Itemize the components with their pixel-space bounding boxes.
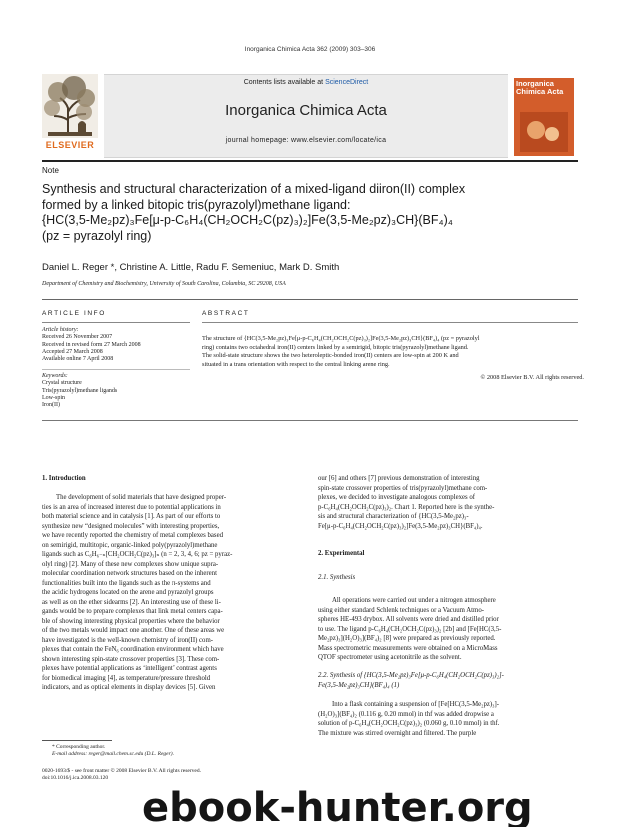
keyword-item: Low-spin — [42, 394, 65, 401]
cover-art-icon — [520, 112, 568, 152]
citation-line: Inorganica Chimica Acta 362 (2009) 303–306 — [244, 46, 376, 53]
sub-synthesis-text — [318, 700, 580, 738]
intro-line: plexes that contain the FeN₆ coordination environment which have — [42, 646, 224, 653]
sub-heading-line: 2.2. Synthesis of {HC(3,5-Me₂pz)₃Fe[μ-p-C₆H₄(CH₂OCH₂C(pz)₃)₂]- — [318, 672, 504, 679]
affil-rule — [42, 299, 578, 300]
intro-line: functionalities built into the ligands such as the π-systems and — [42, 579, 211, 587]
sub-line: The mixture was stirred overnight and filtered. The purple — [318, 729, 477, 737]
footnote — [52, 744, 312, 758]
intro-line: for biomedical imaging [4], as temperature/pressure threshold — [42, 674, 211, 682]
journal-banner — [104, 74, 508, 158]
sub-line: solution of p-C₆H₄(CH₂OCH₂C(pz)₃)₂ (0.060 g, 0.10 mmol) in thf. — [318, 720, 500, 727]
experimental-heading: 2. Experimental — [318, 550, 365, 557]
keywords-rule — [42, 369, 190, 370]
intro-continued — [318, 474, 580, 531]
cover-title: Inorganica Chimica Acta — [516, 79, 564, 96]
article-info-rule — [42, 322, 190, 323]
corresponding-author: * Corresponding author. — [52, 744, 106, 750]
cont-line: spin-state crossover properties of tris(pyrazolyl)methane com- — [318, 484, 488, 492]
elsevier-logo — [42, 74, 98, 156]
sciencedirect-link[interactable]: ScienceDirect — [325, 79, 369, 86]
intro-line: indicators, and as optical elements in display devices [5]. Given — [42, 684, 216, 691]
watermark-text: ebook-hunter.org — [142, 785, 533, 827]
journal-name: Inorganica Chimica Acta — [225, 102, 387, 119]
article-type: Note — [42, 166, 59, 175]
intro-line: ble of showing interesting physical properties where the behavior — [42, 617, 220, 625]
watermark-svg — [140, 785, 620, 827]
cont-line: sis and structural characterization of {HC(3,5-Me₂pz)₃- — [318, 513, 469, 520]
synth-line: to use. The ligand p-C₆H₄(CH₂OCH₂C(pz)₃)₂ [2b] and [Fe[HC(3,5- — [318, 625, 502, 633]
intro-line: of the two metals would impact one another. One of these areas we — [42, 627, 225, 634]
abstract-text — [202, 335, 584, 369]
cont-line: Fe[μ-p-C₆H₄(CH₂OCH₂C(pz)₃)₂]Fe(3,5-Me₂pz)₃CH}(BF₄)₄. — [318, 522, 483, 530]
synth-line: Mass spectrometric measurements were obtained on a MicroMass — [318, 644, 498, 652]
keywords — [42, 373, 192, 409]
intro-line: molecular coordination network structures based on the inherent — [42, 570, 217, 577]
history-item: Available online 7 April 2008 — [42, 356, 114, 363]
sub-line: (H₂O)₃](BF₄)₂ (0.116 g, 0.20 mmol) in thf was added dropwise a — [318, 710, 494, 718]
intro-line: plexes have potential applications as ‘intelligent’ contrast agents — [42, 665, 217, 672]
abstract-heading: ABSTRACT — [202, 310, 250, 317]
journal-cover — [514, 78, 574, 156]
keywords-label: Keywords: — [42, 373, 68, 379]
email-line: E-mail address: reger@mail.chem.sc.edu (D.L. Reger). — [52, 751, 174, 757]
intro-line: gands would be to prepare complexes that link metal centers capa- — [42, 608, 223, 615]
keyword-item: Tris(pyrazolyl)methane ligands — [42, 387, 118, 394]
intro-line: shown interesting spin-state crossover properties [3]. These com- — [42, 655, 220, 663]
contents-line — [104, 79, 508, 86]
doi-line: doi:10.1016/j.ica.2008.03.120 — [42, 775, 109, 781]
issn-line: 0020-1693/$ - see front matter © 2008 Elsevier B.V. All rights reserved. — [42, 768, 201, 774]
intro-line: The development of solid materials that have designed proper- — [56, 494, 227, 501]
intro-line: ligands such as C₆H₆₋ₙ[CH₂OCH₂C(pz)₃]ₙ (n = 2, 3, 4, 6; pz = pyraz- — [42, 551, 233, 558]
synth-line: Me₂pz)₃](H₂O)₃](BF₄)₂ [8] were prepared as previously reported. — [318, 635, 496, 642]
intro-line: ties is an area of increased interest due to potential applications in — [42, 503, 221, 511]
keyword-item: Iron(II) — [42, 402, 60, 409]
intro-line: the acidic hydrogens located on the arene and pyrazolyl groups — [42, 589, 214, 596]
article-title — [42, 182, 582, 244]
intro-line: have investigated is the well-known chemistry of iron(II) com- — [42, 636, 214, 644]
abstract-line: situated in a trans orientation with respect to the central linking arene ring. — [202, 360, 390, 368]
synthesis-heading: 2.1. Synthesis — [318, 574, 356, 581]
cont-line: p-C₆H₄(CH₂OCH₂C(pz)₃)₂. Chart 1. Reported here is the synthe- — [318, 503, 495, 511]
intro-line: we have recently reported the chemistry of metal complexes based — [42, 532, 223, 539]
sub-synthesis-heading — [318, 671, 580, 690]
title-line: {HC(3,5-Me₂pz)₃Fe[μ-p-C₆H₄(CH₂OCH₂C(pz)₃)₂]Fe(3,5-Me₂pz)₃CH}(BF₄)₄ — [42, 213, 453, 227]
intro-heading: 1. Introduction — [42, 475, 86, 482]
intro-text — [42, 493, 304, 693]
abstract-line: The structure of {HC(3,5-Me₂pz)₃Fe[μ-p-C₆H₄(CH₂OCH₂C(pz)₃)₂]Fe(3,5-Me₂pz)₃CH}(BF₄)₄ (pz = pyrazolyl — [202, 335, 480, 342]
affiliation: Department of Chemistry and Biochemistry, University of South Carolina, Columbia, SC 29208, USA — [42, 281, 286, 287]
body-rule — [42, 420, 578, 421]
synth-line: spheres HE-493 drybox. All solvents were dried and distilled prior — [318, 616, 499, 623]
intro-line: on semirigid, multitopic, organic-linked poly(pyrazolyl)methane — [42, 541, 218, 549]
title-line: Synthesis and structural characterization of a mixed-ligand diiron(II) complex — [42, 182, 466, 196]
history-item: Accepted 27 March 2008 — [42, 348, 103, 355]
abstract-rule — [202, 322, 578, 323]
synth-line: using either standard Schlenk techniques or a Vacuum Atmo- — [318, 606, 484, 614]
cont-line: plexes, we decided to investigate analogous complexes of — [318, 494, 476, 501]
keyword-item: Crystal structure — [42, 380, 82, 387]
journal-homepage[interactable]: journal homepage: www.elsevier.com/locate/ica — [225, 137, 387, 144]
header-rule — [42, 160, 578, 162]
synth-line: All operations were carried out under a nitrogen atmosphere — [332, 597, 496, 604]
sub-line: Into a flask containing a suspension of [Fe[HC(3,5-Me₂pz)₃]- — [332, 701, 500, 708]
abstract-line: ring) contains two octahedral iron(II) centers linked by a semirigid, bitopic tris(pyrazolyl)methane ligand. — [202, 343, 469, 351]
intro-line: as well as on the ether sidearms [2]. An interesting use of these li- — [42, 598, 221, 606]
title-line: (pz = pyrazolyl ring) — [42, 228, 152, 243]
author-list: Daniel L. Reger *, Christine A. Little, Radu F. Semeniuc, Mark D. Smith — [42, 262, 340, 273]
issn-doi — [42, 768, 342, 782]
intro-line: both material science and in catalysis [1]. As part of our efforts to — [42, 513, 221, 520]
history-item: Received 26 November 2007 — [42, 334, 113, 341]
synth-line: QTOF spectrometer using acetonitrile as the solvent. — [318, 654, 462, 661]
cont-line: our [6] and others [7] previous demonstration of interesting — [318, 475, 480, 482]
intro-line: synthesize new “designed molecules” with interesting properties, — [42, 522, 220, 530]
abstract-line: The solid-state structure shows the two heteroleptic-bonded iron(II) centers are low-spin at 200 K and — [202, 352, 459, 360]
synthesis-text — [318, 596, 580, 663]
title-line: formed by a linked bitopic tris(pyrazolyl)methane ligand: — [42, 197, 351, 212]
intro-line: olyl ring) [2]. Many of these new complexes show unique supra- — [42, 560, 219, 568]
article-history — [42, 327, 192, 363]
publisher-name: ELSEVIER — [45, 140, 95, 150]
abstract-copyright: © 2008 Elsevier B.V. All rights reserved. — [480, 374, 584, 381]
history-label: Article history: — [42, 327, 79, 333]
watermark — [140, 785, 620, 827]
sub-heading-line: Fe(3,5-Me₂pz)₃CH}(BF₄)₄ (1) — [318, 681, 400, 689]
contents-prefix: Contents lists available at — [243, 79, 326, 86]
article-info-heading: ARTICLE INFO — [42, 310, 106, 317]
history-item: Received in revised form 27 March 2008 — [42, 341, 141, 348]
footnote-rule — [42, 740, 112, 741]
